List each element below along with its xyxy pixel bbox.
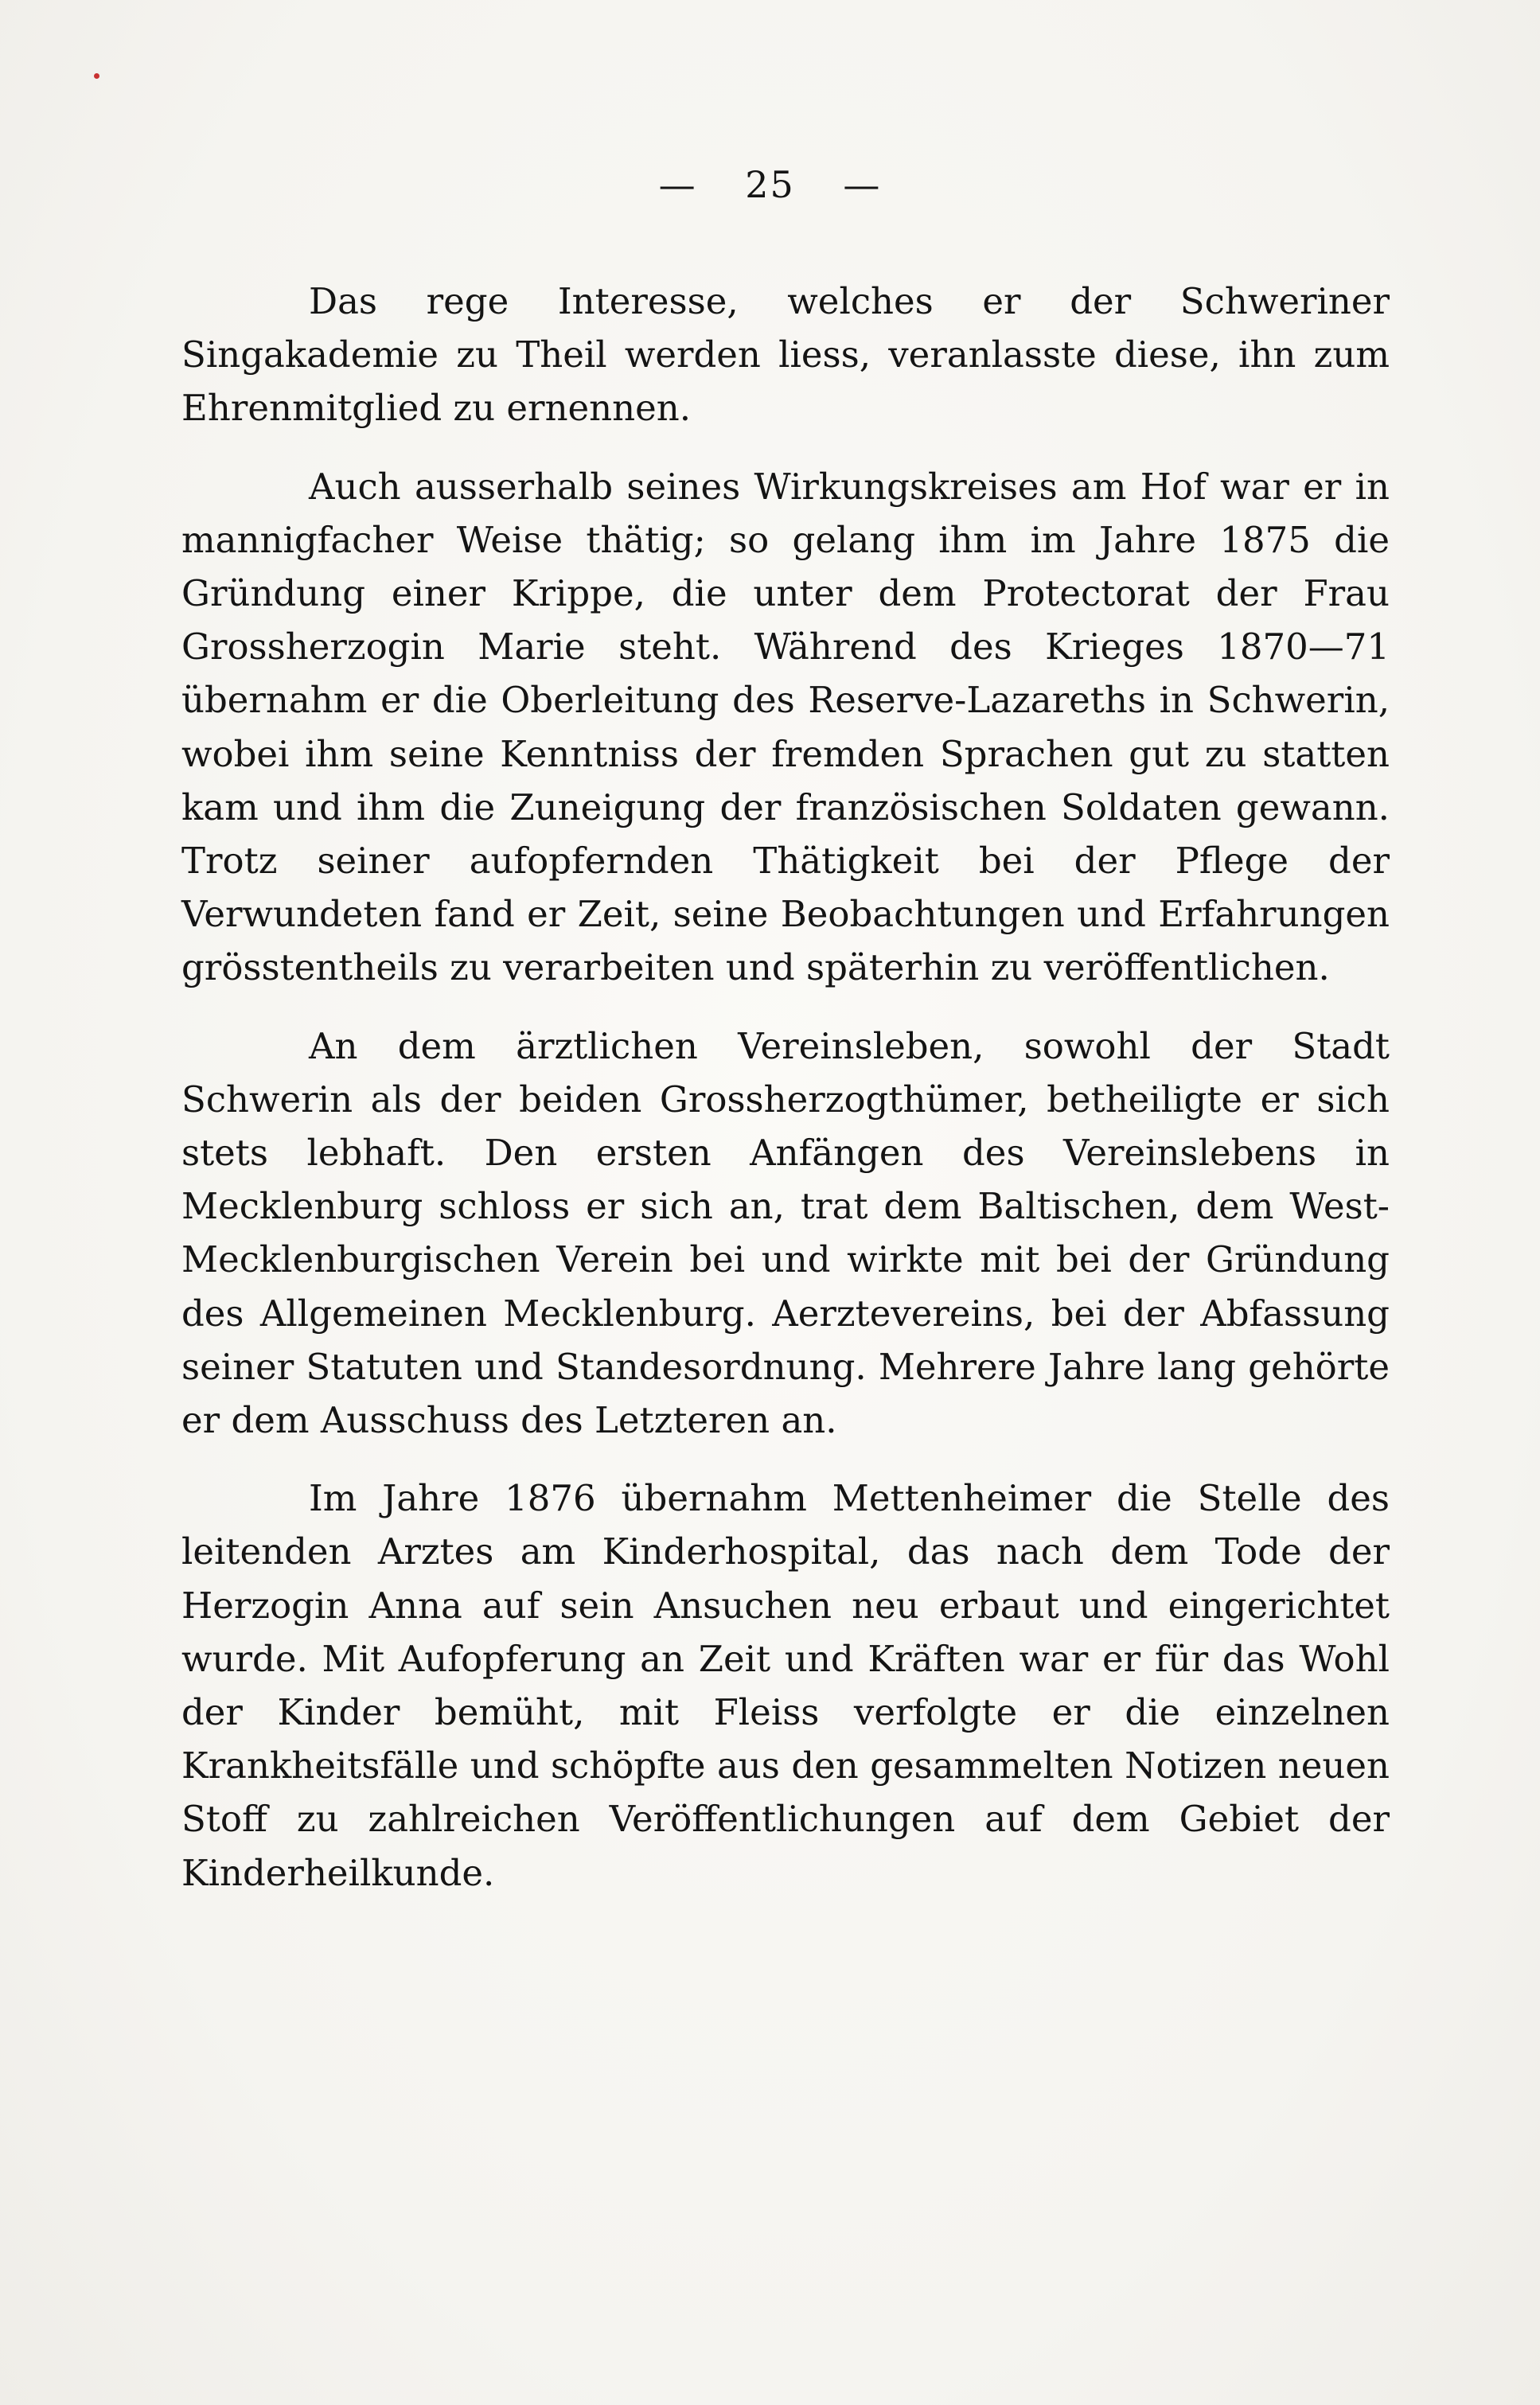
header-dash-left: — [658, 163, 697, 206]
paragraph-kinderhospital: Im Jahre 1876 übernahm Mettenheimer die Stelle des leitenden Arztes am Kinderhospital, das nach dem Tode der Herzogin Anna auf sein Ansuchen neu erbaut und eingerichtet wurde. Mit Aufopferung an Zeit und Kräften war er für das Wohl der Kinder bemüht, mit Fleiss verfolgte er die einzelnen Krankheitsfälle und schöpfte aus den gesammelten Notizen neuen Stoff zu zahlreichen Veröffentlichungen auf dem Gebiet der Kinderheilkunde. [181, 1477, 1390, 1894]
paragraph-singakademie: Das rege Interesse, welches er der Schweriner Singakademie zu Theil werden liess, veranlasste diese, ihn zum Ehrenmitglied zu ernennen. [181, 280, 1390, 430]
page-header [0, 163, 1540, 206]
paragraph-vereinsleben: An dem ärztlichen Vereinsleben, sowohl der Stadt Schwerin als der beiden Grossherzogthümer, betheiligte er sich stets lebhaft. Den ersten Anfängen des Vereinslebens in Mecklenburg schloss er sich an, trat dem Baltischen, dem West-Mecklenburgischen Verein bei und wirkte mit bei der Gründung des Allgemeinen Mecklenburg. Aerztevereins, bei der Abfassung seiner Statuten und Standesordnung. Mehrere Jahre lang gehörte er dem Ausschuss des Letzteren an. [181, 1024, 1390, 1442]
header-dash-right: — [843, 163, 882, 206]
page-number: 25 [745, 163, 795, 206]
ink-speck [94, 73, 99, 79]
body-text [181, 275, 1390, 1924]
paragraph-wirkungskreis: Auch ausserhalb seines Wirkungskreises am Hof war er in mannigfacher Weise thätig; so gelang ihm im Jahre 1875 die Gründung einer Krippe, die unter dem Protectorat der Frau Grossherzogin Marie steht. Während des Krieges 1870—71 übernahm er die Oberleitung des Reserve-Lazareths in Schwerin, wobei ihm seine Kenntniss der fremden Sprachen gut zu statten kam und ihm die Zuneigung der französischen Soldaten gewann. Trotz seiner aufopfernden Thätigkeit bei der Pflege der Verwundeten fand er Zeit, seine Beobachtungen und Erfahrungen grösstentheils zu verarbeiten und späterhin zu veröffentlichen. [181, 465, 1390, 989]
